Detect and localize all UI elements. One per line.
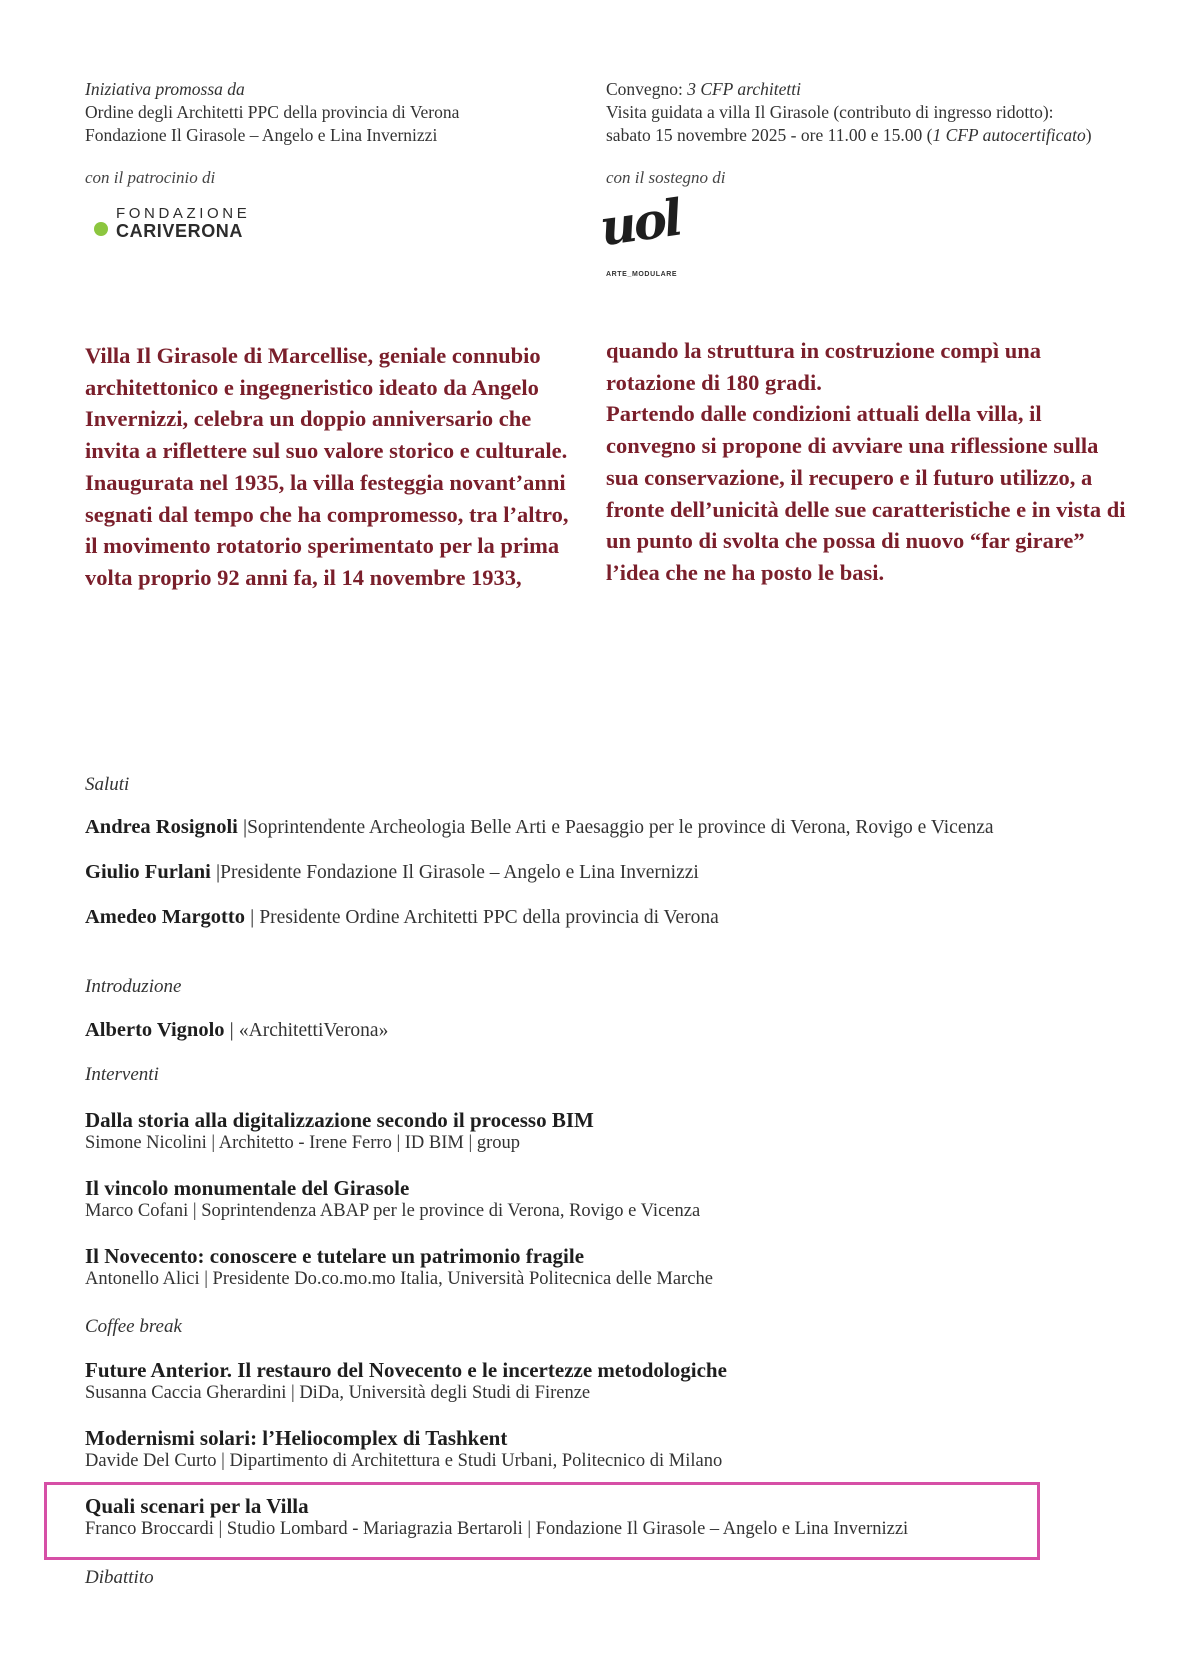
- uol-logo: [596, 187, 700, 283]
- talk-speakers: Davide Del Curto | Dipartimento di Architettura e Studi Urbani, Politecnico di Milano: [85, 1451, 723, 1471]
- talk-title: Future Anterior. Il restauro del Novecento e le incertezze metodologiche: [85, 1358, 727, 1382]
- patronage-label: con il patrocinio di: [85, 168, 216, 187]
- speaker-name: Giulio Furlani: [85, 861, 211, 883]
- speaker-role: Presidente Fondazione Il Girasole – Angelo e Lina Invernizzi: [220, 862, 699, 883]
- promoter-block: [85, 78, 585, 147]
- interventi-label: Interventi: [85, 1064, 159, 1085]
- saluti-speaker-3: [85, 906, 719, 929]
- uol-logo-text: uol: [596, 187, 684, 258]
- date-cfp: 1 CFP autocertificato: [932, 125, 1086, 145]
- talk-title: Il Novecento: conoscere e tutelare un patrimonio fragile: [85, 1244, 585, 1268]
- promoter-label: Iniziativa promossa da: [85, 79, 245, 99]
- talk-speakers: Marco Cofani | Soprintendenza ABAP per le province di Verona, Rovigo e Vicenza: [85, 1201, 701, 1221]
- convegno-line: [606, 78, 1166, 101]
- date-line: [606, 124, 1166, 147]
- date-text: sabato 15 novembre 2025 - ore 11.00 e 15.00 (: [606, 125, 933, 145]
- talk-speakers: Simone Nicolini | Architetto - Irene Ferro | ID BIM | group: [85, 1133, 520, 1153]
- talk-title: Quali scenari per la Villa: [85, 1494, 309, 1518]
- intro-paragraph-right: [606, 335, 1126, 589]
- cariverona-mark-icon: [86, 205, 114, 241]
- cariverona-line-1: FONDAZIONE: [116, 205, 251, 222]
- event-info-block: [606, 78, 1166, 147]
- cariverona-line-2: CARIVERONA: [116, 221, 244, 241]
- speaker-role: Presidente Ordine Architetti PPC della provincia di Verona: [259, 907, 719, 928]
- speaker-name: Amedeo Margotto: [85, 906, 245, 928]
- coffee-break-label: Coffee break: [85, 1316, 182, 1337]
- talk-item: [85, 1426, 722, 1472]
- convegno-cfp: 3 CFP architetti: [687, 79, 801, 99]
- intro-right-part-1: quando la struttura in costruzione compì una rotazione di 180 gradi.: [606, 338, 1042, 395]
- speaker-role: «ArchitettiVerona»: [238, 1020, 389, 1041]
- talk-item: [85, 1358, 727, 1404]
- visit-line: Visita guidata a villa Il Girasole (contributo di ingresso ridotto):: [606, 102, 1054, 122]
- speaker-name: Andrea Rosignoli: [85, 816, 238, 838]
- speaker-sep: |: [210, 861, 221, 883]
- speaker-name: Alberto Vignolo: [85, 1019, 225, 1041]
- speaker-sep: |: [244, 906, 260, 928]
- date-close: ): [1085, 125, 1092, 145]
- talk-item: [85, 1244, 713, 1290]
- speaker-sep: |: [237, 816, 248, 838]
- intro-speaker: [85, 1019, 388, 1042]
- convegno-label: Convegno:: [606, 79, 683, 99]
- fondazione-cariverona-logo: [86, 205, 276, 245]
- promoter-line-1: Ordine degli Architetti PPC della provincia di Verona: [85, 102, 460, 122]
- talk-speakers: Franco Broccardi | Studio Lombard - Mariagrazia Bertaroli | Fondazione Il Girasole – Angelo e Lina Invernizzi: [85, 1519, 909, 1539]
- intro-right-part-2: Partendo dalle condizioni attuali della villa, il convegno si propone di avviare una riflessione sulla sua conservazione, il recupero e il futuro utilizzo, a fronte dell’unicità delle sue caratteristiche e in vista di un punto di svolta che possa di nuovo “far girare” l’idea che ne ha posto le basi.: [606, 401, 1126, 585]
- uol-logo-subtitle: ARTE_MODULARE: [606, 271, 678, 278]
- saluti-label: Saluti: [85, 774, 130, 795]
- dibattito-label: Dibattito: [85, 1567, 154, 1588]
- talk-item: [85, 1176, 700, 1222]
- speaker-role: Soprintendente Archeologia Belle Arti e Paesaggio per le province di Verona, Rovigo e Vicenza: [247, 817, 994, 838]
- speaker-sep: |: [224, 1019, 239, 1041]
- talk-speakers: Susanna Caccia Gherardini | DiDa, Università degli Studi di Firenze: [85, 1383, 591, 1403]
- talk-title: Modernismi solari: l’Heliocomplex di Tashkent: [85, 1426, 508, 1450]
- support-label: con il sostegno di: [606, 168, 726, 187]
- talk-title: Il vincolo monumentale del Girasole: [85, 1176, 410, 1200]
- saluti-speaker-1: [85, 816, 994, 839]
- intro-paragraph-left: Villa Il Girasole di Marcellise, geniale connubio architettonico e ingegneristico ideato da Angelo Invernizzi, celebra un doppio anniversario che invita a riflettere sul suo valore storico e culturale. Inaugurata nel 1935, la villa festeggia novant’anni segnati dal tempo che ha compromesso, tra l’altro, il movimento rotatorio sperimentato per la prima volta proprio 92 anni fa, il 14 novembre 1933,: [85, 343, 569, 590]
- saluti-speaker-2: [85, 861, 699, 884]
- introduzione-label: Introduzione: [85, 976, 182, 997]
- highlight-box: [44, 1482, 1040, 1560]
- promoter-line-2: Fondazione Il Girasole – Angelo e Lina Invernizzi: [85, 125, 438, 145]
- talk-title: Dalla storia alla digitalizzazione secondo il processo BIM: [85, 1108, 594, 1132]
- talk-speakers: Antonello Alici | Presidente Do.co.mo.mo Italia, Università Politecnica delle Marche: [85, 1269, 713, 1289]
- talk-item: [85, 1108, 594, 1154]
